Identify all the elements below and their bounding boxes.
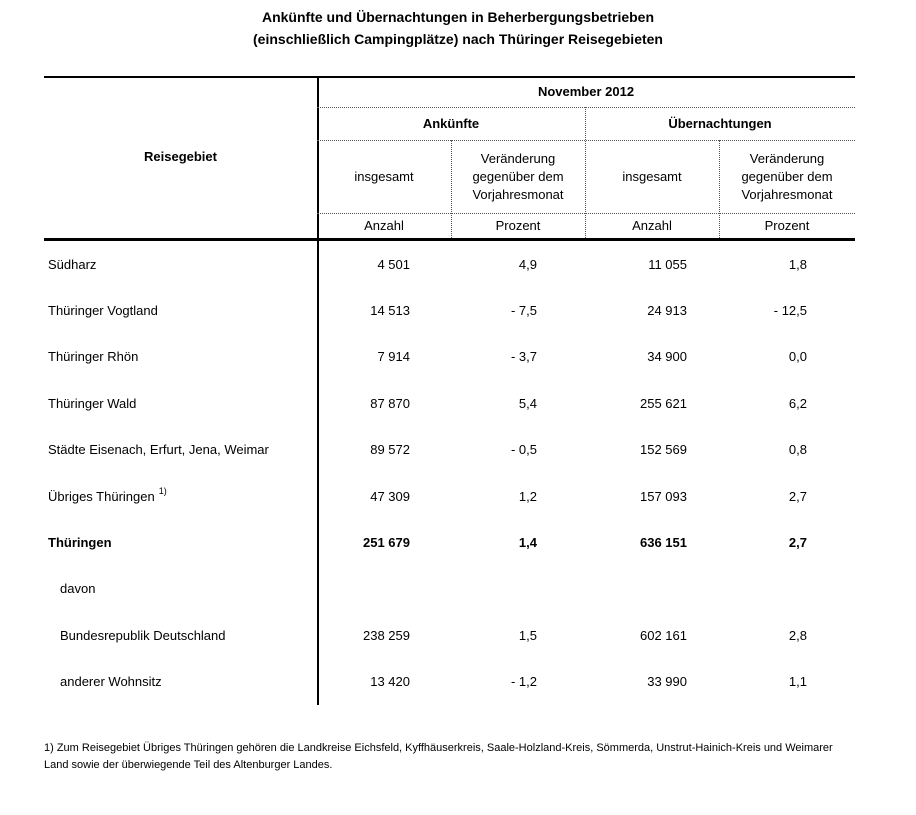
- cell-region: [44, 486, 317, 504]
- page-title-line2: (einschließlich Campingplätze) nach Thüringer Reisegebieten: [253, 31, 663, 47]
- cell-overnights-change: 0,0: [788, 349, 807, 365]
- column-header-overnights-total: insgesamt: [622, 168, 682, 184]
- footnote-text: 1) Zum Reisegebiet Übriges Thüringen gehören die Landkreise Eichsfeld, Kyffhäuserkreis, Saale-Holzland-Kreis, Sömmerda, Unstrut-Hainich-Kreis und Weimarer Land sowie der überwiegende Teil des Altenburger Landes.: [44, 742, 833, 771]
- table-row-staedte: [44, 427, 855, 473]
- cell-overnights-total: 152 569: [640, 442, 687, 458]
- table-row-suedharz: [44, 241, 855, 287]
- cell-arrivals-total: 14 513: [370, 303, 410, 319]
- cell-overnights-total: 11 055: [648, 256, 687, 272]
- cell-region: Städte Eisenach, Erfurt, Jena, Weimar: [48, 442, 269, 458]
- cell-overnights-change: 0,8: [788, 442, 807, 458]
- cell-arrivals-total: 13 420: [370, 674, 410, 690]
- table-row-deutschland: [44, 612, 855, 658]
- column-header-overnights-change: Veränderung gegenüber dem Vorjahresmonat: [741, 150, 833, 202]
- cell-region: Thüringer Rhön: [48, 349, 139, 365]
- cell-overnights-total: 602 161: [640, 627, 687, 643]
- column-header-region: Reisegebiet: [144, 149, 217, 164]
- cell-region: Thüringer Vogtland: [48, 303, 158, 319]
- cell-region: Bundesrepublik Deutschland: [60, 627, 226, 643]
- cell-overnights-total: 24 913: [647, 303, 687, 319]
- table-row-davon: [44, 566, 855, 612]
- unit-header-overnights-count: Anzahl: [632, 217, 672, 233]
- cell-arrivals-change: 1,5: [518, 627, 537, 643]
- cell-arrivals-change: 4,9: [518, 256, 537, 272]
- table-body: [44, 241, 855, 705]
- cell-region: davon: [60, 581, 96, 597]
- cell-overnights-total: 255 621: [640, 395, 687, 411]
- cell-overnights-change: 2,7: [788, 488, 807, 504]
- cell-region: Thüringen: [48, 535, 112, 551]
- table-row-vogtland: [44, 287, 855, 333]
- cell-arrivals-total: 238 259: [363, 627, 410, 643]
- cell-overnights-change: 6,2: [788, 395, 807, 411]
- column-header-arrivals: Ankünfte: [422, 115, 480, 131]
- table-row-uebriges: [44, 473, 855, 519]
- cell-arrivals-total: 251 679: [363, 535, 410, 551]
- cell-overnights-total: 33 990: [647, 674, 687, 690]
- cell-overnights-total: 636 151: [640, 535, 687, 551]
- cell-overnights-change: 2,8: [788, 627, 807, 643]
- cell-arrivals-change: 1,2: [518, 488, 537, 504]
- cell-arrivals-total: 7 914: [377, 349, 410, 365]
- cell-region: Südharz: [48, 256, 97, 272]
- cell-overnights-change: 1,1: [788, 674, 807, 690]
- cell-arrivals-total: 89 572: [370, 442, 410, 458]
- table-row-wald: [44, 380, 855, 426]
- cell-arrivals-change: - 1,2: [510, 674, 537, 690]
- cell-region: Thüringer Wald: [48, 395, 137, 411]
- cell-arrivals-total: 87 870: [370, 395, 410, 411]
- statistics-table: [44, 76, 855, 705]
- unit-header-overnights-percent: Prozent: [764, 217, 810, 233]
- unit-header-arrivals-count: Anzahl: [364, 217, 404, 233]
- cell-overnights-change: 1,8: [788, 256, 807, 272]
- footnote-marker: 1): [158, 486, 167, 497]
- cell-arrivals-total: 47 309: [370, 488, 410, 504]
- cell-arrivals-total: 4 501: [377, 256, 410, 272]
- cell-arrivals-change: - 0,5: [510, 442, 537, 458]
- cell-overnights-total: 34 900: [647, 349, 687, 365]
- cell-overnights-total: 157 093: [640, 488, 687, 504]
- cell-region: anderer Wohnsitz: [60, 674, 162, 690]
- column-header-overnights: Übernachtungen: [668, 115, 772, 131]
- table-row-rhoen: [44, 334, 855, 380]
- column-header-arrivals-total: insgesamt: [354, 168, 414, 184]
- cell-overnights-change: 2,7: [788, 535, 807, 551]
- cell-arrivals-change: - 7,5: [510, 303, 537, 319]
- cell-arrivals-change: 5,4: [518, 395, 537, 411]
- column-header-arrivals-change: Veränderung gegenüber dem Vorjahresmonat: [472, 150, 564, 202]
- cell-overnights-change: - 12,5: [773, 303, 807, 319]
- column-header-period: November 2012: [537, 83, 635, 99]
- region-label: Übriges Thüringen: [48, 488, 155, 504]
- table-row-thueringen-total: [44, 519, 855, 565]
- unit-header-arrivals-percent: Prozent: [495, 217, 541, 233]
- page-title-line1: Ankünfte und Übernachtungen in Beherbergungsbetrieben: [261, 9, 655, 25]
- cell-arrivals-change: 1,4: [518, 535, 537, 551]
- table-row-anderer-wohnsitz: [44, 659, 855, 705]
- page-title: [0, 6, 916, 50]
- cell-arrivals-change: - 3,7: [510, 349, 537, 365]
